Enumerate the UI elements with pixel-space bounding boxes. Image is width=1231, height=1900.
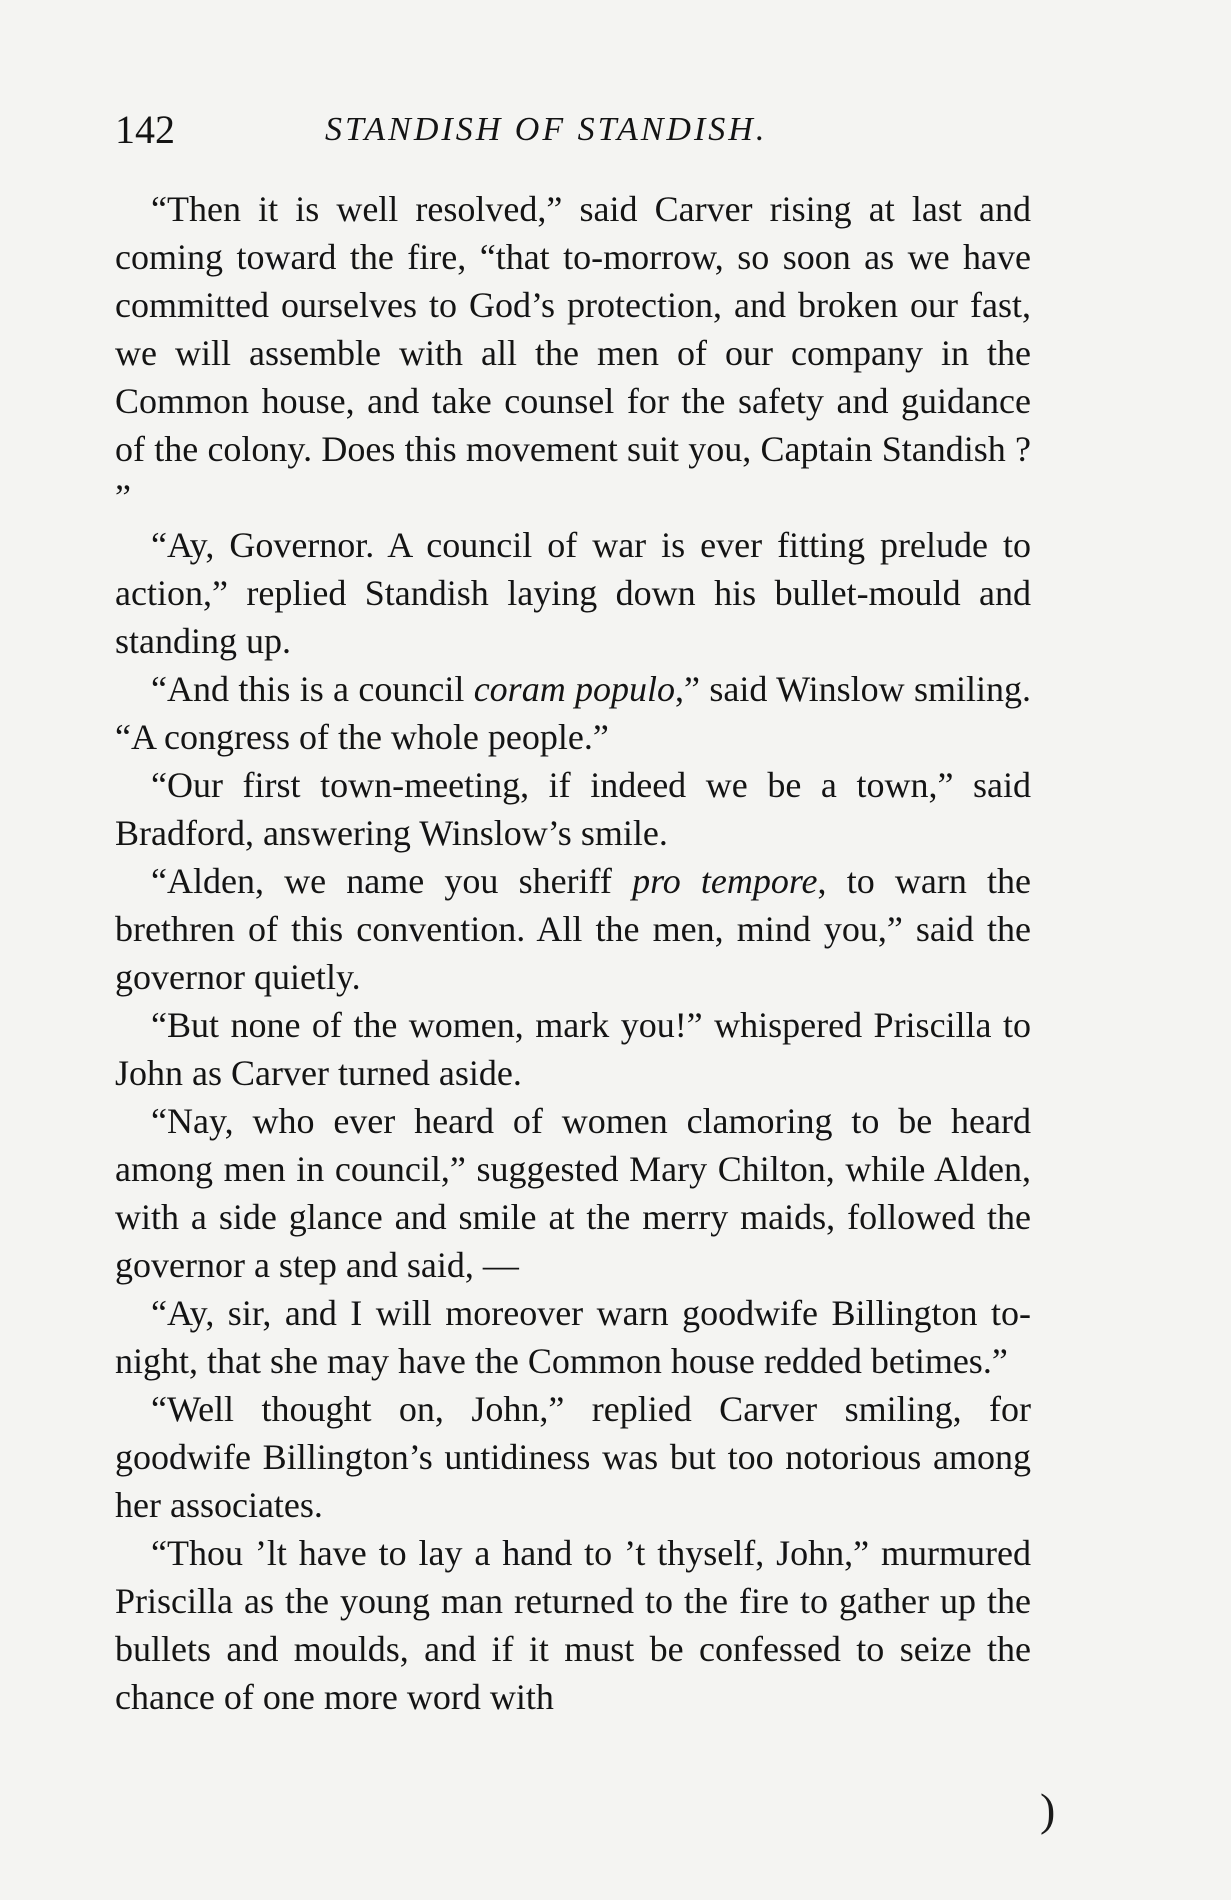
paragraph-text: “Alden, we name you sheriff — [151, 861, 633, 901]
paragraph — [115, 665, 1031, 761]
paragraph: “Then it is well resolved,” said Carver rising at last and coming toward the fire, “that to-morrow, so soon as we have committed ourselves to God’s protection, and broken our fast, we will assemble with all the men of our company in the Common house, and take counsel for the safety and guidance of the colony. Does this movement suit you, Captain Standish ? ” — [115, 189, 1031, 517]
paragraph: “But none of the women, mark you!” whispered Priscilla to John as Carver turned aside. — [115, 1005, 1031, 1093]
book-page — [115, 0, 1031, 1900]
page-header — [115, 105, 1031, 155]
paragraph: “Ay, Governor. A council of war is ever fitting prelude to action,” replied Standish laying down his bullet-mould and standing up. — [115, 525, 1031, 661]
running-head: STANDISH OF STANDISH. — [325, 111, 768, 148]
margin-mark: ) — [1040, 1784, 1056, 1835]
paragraph: “Nay, who ever heard of women clamoring to be heard among men in council,” suggested Mary Chilton, while Alden, with a side glance and smile at the merry maids, followed the governor a step and said, — — [115, 1101, 1031, 1285]
paragraph: “Our first town-meeting, if indeed we be a town,” said Bradford, answering Winslow’s smile. — [115, 765, 1031, 853]
page-number: 142 — [115, 107, 175, 152]
italic-phrase: coram populo — [473, 669, 676, 709]
paragraph — [115, 857, 1031, 1001]
paragraph-text: ,” said Winslow smiling. “A congress of the whole people.” — [115, 669, 1031, 757]
paragraph: “Thou ’lt have to lay a hand to ’t thyself, John,” murmured Priscilla as the young man returned to the fire to gather up the bullets and moulds, and if it must be confessed to seize the chance of one more word with — [115, 1533, 1031, 1717]
paragraph-text: “And this is a council — [151, 669, 474, 709]
paragraph: “Well thought on, John,” replied Carver smiling, for goodwife Billington’s untidiness was but too notorious among her associates. — [115, 1389, 1031, 1525]
italic-phrase: pro tempore — [632, 861, 818, 901]
paragraph: “Ay, sir, and I will moreover warn goodwife Billington to-night, that she may have the Common house redded betimes.” — [115, 1293, 1031, 1381]
paragraph-text: , to warn the brethren of this convention. All the men, mind you,” said the governor quietly. — [115, 861, 1032, 997]
body-text — [115, 185, 1031, 1721]
